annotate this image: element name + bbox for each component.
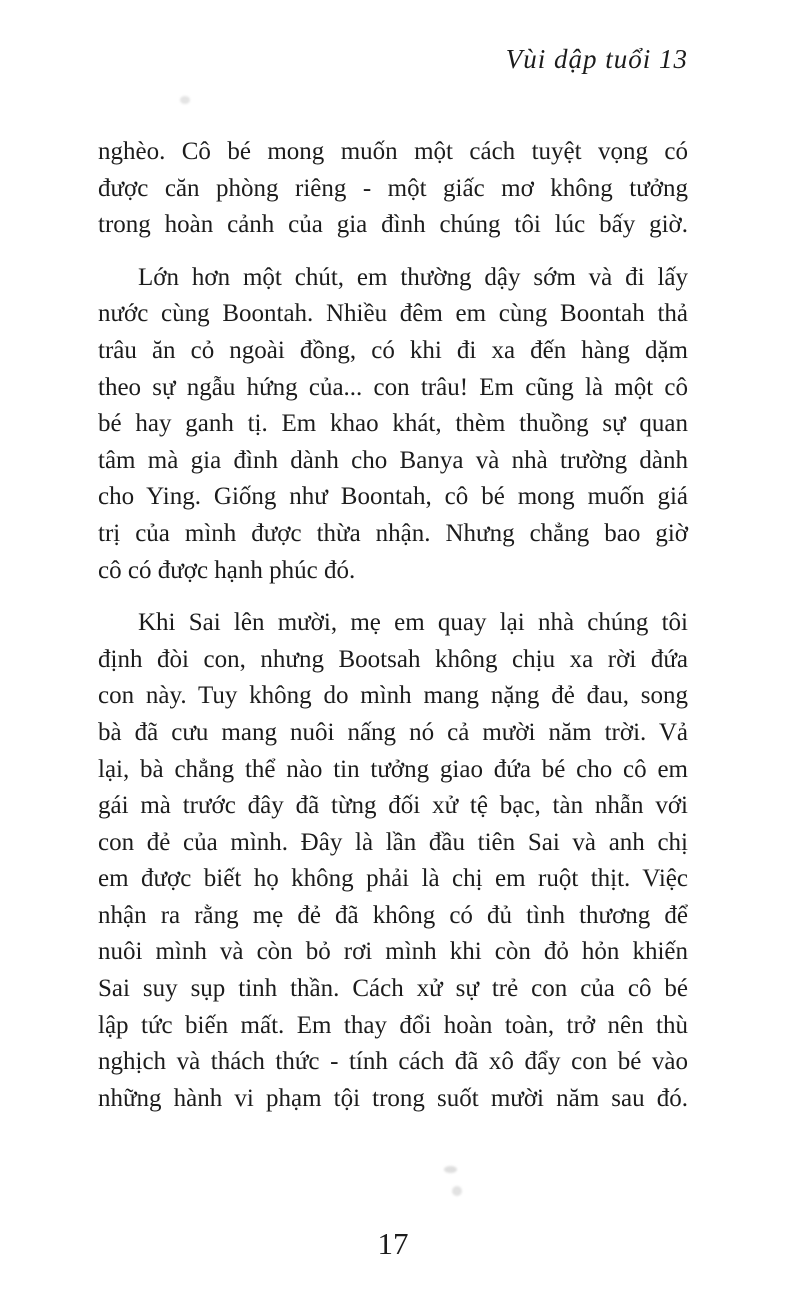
text-line: nuôi mình và còn bỏ rơi mình khi còn đỏ hỏn khiến (98, 938, 688, 966)
text-line: trâu ăn cỏ ngoài đồng, có khi đi xa đến hàng dặm (98, 336, 688, 364)
scan-speck (452, 1186, 462, 1196)
text-line: nghịch và thách thức - tính cách đã xô đẩy con bé vào (98, 1048, 688, 1076)
text-line: nhận ra rằng mẹ đẻ đã không có đủ tình thương để (98, 901, 688, 929)
page-number: 17 (377, 1226, 409, 1261)
paragraph (98, 605, 688, 1117)
text-line: bà đã cưu mang nuôi nấng nó cả mười năm trời. Vả (98, 718, 688, 746)
text-line: con này. Tuy không do mình mang nặng đẻ đau, song (98, 682, 688, 710)
text-line: theo sự ngẫu hứng của... con trâu! Em cũng là một cô (98, 373, 688, 401)
text-line: trị của mình được thừa nhận. Nhưng chẳng bao giờ (98, 519, 688, 547)
running-head-title: Vùi dập tuổi 13 (505, 44, 688, 74)
scan-speck (444, 1166, 457, 1173)
text-line: nước cùng Boontah. Nhiều đêm em cùng Boontah thả (98, 300, 688, 328)
text-line: Lớn hơn một chút, em thường dậy sớm và đi lấy (138, 263, 688, 291)
text-line: em được biết họ không phải là chị em ruột thịt. Việc (98, 865, 688, 893)
text-line: con đẻ của mình. Đây là lần đầu tiên Sai và anh chị (98, 828, 688, 856)
text-line: lập tức biến mất. Em thay đổi hoàn toàn, trở nên thù (98, 1011, 688, 1039)
scan-speck (180, 96, 190, 104)
text-line: lại, bà chẳng thể nào tin tưởng giao đứa bé cho cô em (98, 755, 688, 783)
text-line: trong hoàn cảnh của gia đình chúng tôi lúc bấy giờ. (98, 211, 688, 239)
paragraph (98, 260, 688, 589)
text-line: cô có được hạnh phúc đó. (98, 556, 356, 584)
paragraph (98, 134, 688, 244)
text-line: những hành vi phạm tội trong suốt mười năm sau đó. (98, 1084, 688, 1112)
text-line: Sai suy sụp tinh thần. Cách xử sự trẻ con của cô bé (98, 975, 688, 1003)
text-line: cho Ying. Giống như Boontah, cô bé mong muốn giá (98, 483, 688, 511)
text-line: Khi Sai lên mười, mẹ em quay lại nhà chúng tôi (138, 609, 688, 637)
body-text (98, 134, 688, 1117)
text-line: định đòi con, nhưng Bootsah không chịu xa rời đứa (98, 645, 688, 673)
text-line: bé hay ganh tị. Em khao khát, thèm thuồng sự quan (98, 410, 688, 438)
text-line: được căn phòng riêng - một giấc mơ không tưởng (98, 174, 688, 202)
text-line: gái mà trước đây đã từng đối xử tệ bạc, tàn nhẫn với (98, 792, 688, 820)
text-line: nghèo. Cô bé mong muốn một cách tuyệt vọng có (98, 138, 688, 165)
text-line: tâm mà gia đình dành cho Banya và nhà trường dành (98, 446, 688, 474)
